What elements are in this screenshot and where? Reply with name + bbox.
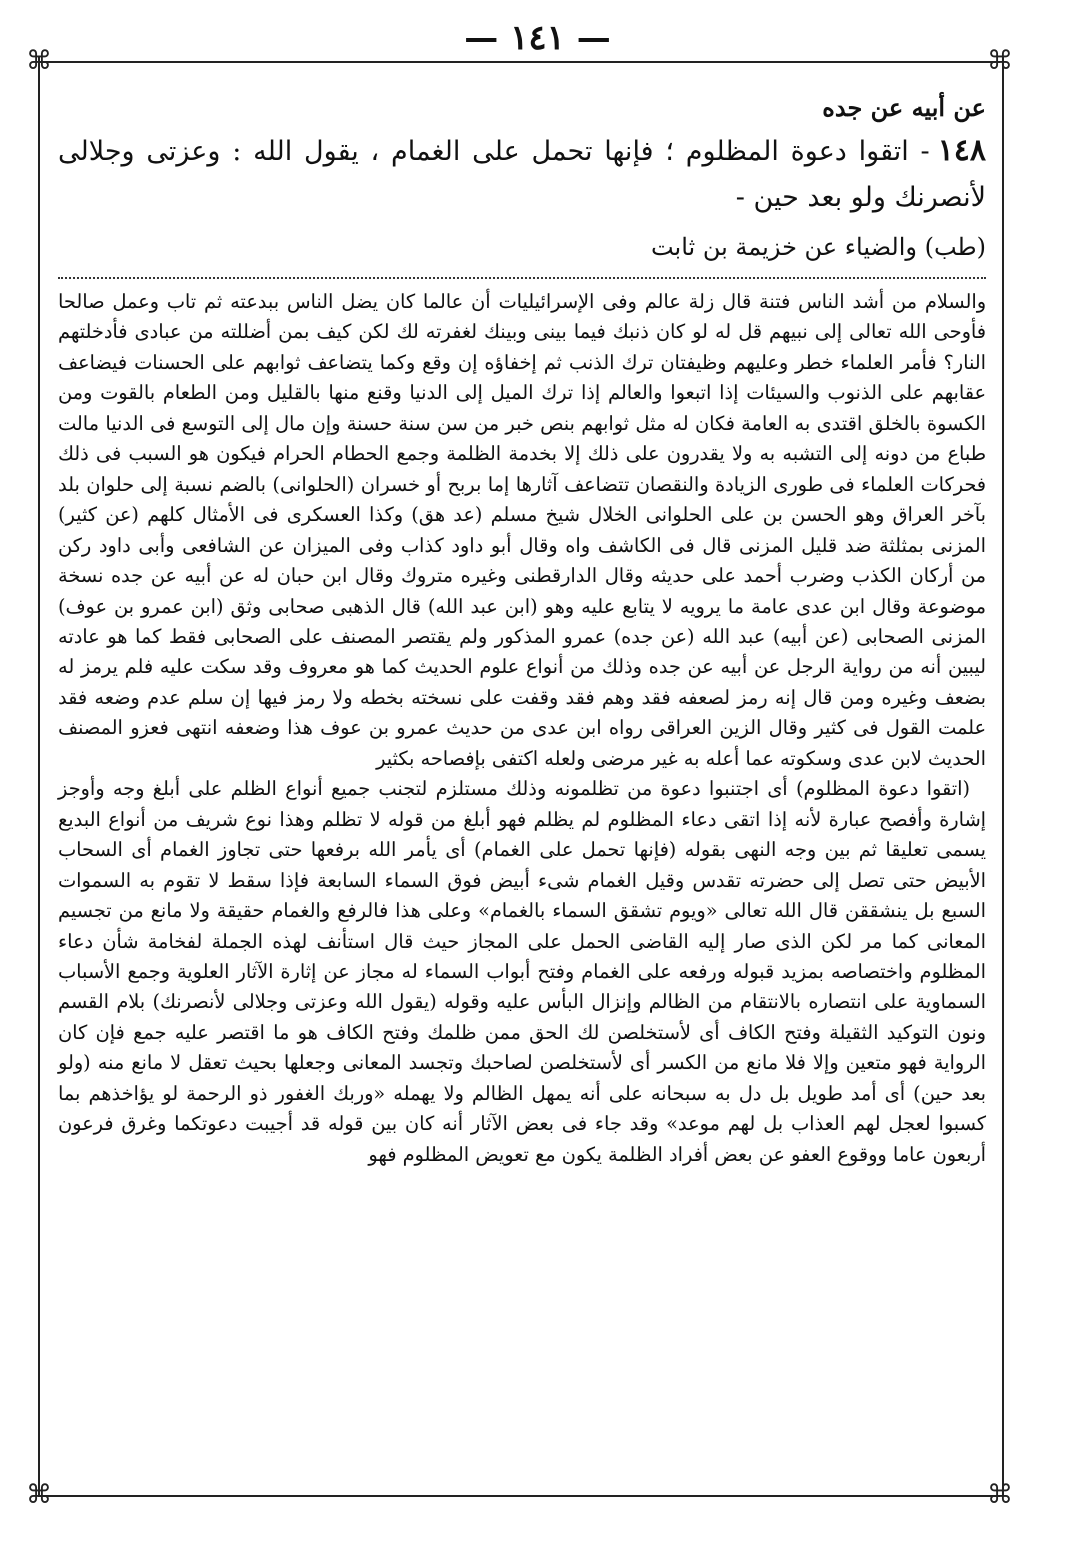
- hadith-number: ١٤٨: [937, 133, 986, 168]
- frame-bottom-rule: [40, 1495, 1000, 1497]
- corner-ornament-icon: ⌘: [987, 46, 1013, 76]
- corner-ornament-icon: ⌘: [987, 1480, 1013, 1510]
- corner-ornament-icon: ⌘: [26, 1480, 52, 1510]
- hadith-source: (طب) والضياء عن خزيمة بن ثابت: [650, 233, 986, 261]
- commentary-paragraph: والسلام من أشد الناس فتنة قال زلة عالم وفى الإسرائيليات أن عالما كان يضل الناس ببدعته ثم تاب وعمل صالحا فأوحى الله تعالى إلى نبيهم قل له لو كان ذنبك فيما بينى وبينك لغفرته لك لكن كيف بمن أضللته من عبادى فأدخلتهم النار؟ فأمر العلماء خطر وعليهم وظيفتان ترك الذنب ثم إخفاؤه إن وقع وكما يتضاعف ثوابهم على الحسنات فيضاعف عقابهم على الذنوب والسيئات إذا اتبعوا والعالم إذا ترك الميل إلى الدنيا وقنع منها بالقليل ومن الطعام بالقوت ومن الكسوة بالخلق اقتدى به العامة فكان له مثل ثوابهم بنص خبر من سن سنة حسنة وإن مال إلى التوسع فى الدنيا مالت طباع من دونه إلى التشبه به ولا يقدرون على ذلك إلا بخدمة الظلمة وجمع الحطام الحرام فيكون هو السبب فى ذلك فحركات العلماء فى طورى الزيادة والنقصان تتضاعف آثارها إما بربح أو خسران (الحلوانى) بالضم نسبة إلى حلوان بلد بآخر العراق وهو الحسن بن على الحلوانى الخلال شيخ مسلم (عد هق) وكذا العسكرى فى الأمثال كلهم (عن كثير) المزنى بمثلثة ضد قليل المزنى قال فى الكاشف واه وقال أبو داود كذاب وفى الميزان عن الشافعى وأبى داود ركن من أركان الكذب وضرب أحمد على حديثه وقال الدارقطنى وغيره متروك وقال ابن حبان له عن أبيه عن جده نسخة موضوعة وقال ابن عدى عامة ما يرويه لا يتابع عليه وهو (ابن عبد الله) قال الذهبى صحابى وثق (ابن عمرو بن عوف) المزنى الصحابى (عن أبيه) عبد الله (عن جده) عمرو المذكور ولم يقتصر المصنف على الصحابى فقط كما هو عادته ليبين أنه من رواية الرجل عن أبيه عن جده وذلك من أنواع علوم الحديث كما هو معروف وقد سكت عليه فلم يرمز له بضعف وغيره ومن قال إنه رمز لصعفه فقد وهم فقد وقفت على نسخته بخطه ولا رمز فيها إن سلم عدم وضعه فقد علمت القول فى كثير وقال الزين العراقى رواه ابن عدى من حديث عمرو بن عوف هذا وضعفه انتهى فعزو المصنف الحديث لابن عدى وسكوته عما أعله به غير مرضى ولعله اكتفى بإفصاحه بكثير: [58, 290, 986, 770]
- hadith-chain-tail: عن أبيه عن جده: [822, 93, 986, 122]
- corner-ornament-icon: ⌘: [26, 46, 52, 76]
- hadith-body: - اتقوا دعوة المظلوم ؛ فإنها تحمل على الغمام ، يقول الله : وعزتى وجلالى لأنصرنك ولو بعد حين -: [58, 136, 986, 213]
- dotted-separator: [58, 277, 986, 279]
- page-content: [58, 84, 986, 1170]
- hadith-text: [58, 128, 986, 221]
- commentary-paragraph: (اتقوا دعوة المظلوم) أى اجتنبوا دعوة من تظلمونه وذلك مستلزم لتجنب جميع أنواع الظلم على أبلغ وجه وأوجز إشارة وأفصح عبارة لأنه إذا اتقى دعاء المظلوم لم يظلم فهو أبلغ من قوله لا تظلم وهذا نوع شريف من أنواع البديع يسمى تعليقا ثم بين وجه النهى بقوله (فإنها تحمل على الغمام) أى يأمر الله برفعها حتى تجاوز الغمام أى السحاب الأبيض حتى تصل إلى حضرته تقدس وقيل الغمام شىء أبيض فوق السماء السابعة فإذا سقط لا تقوم به السموات السبع بل ينشققن قال الله تعالى «ويوم تشقق السماء بالغمام» وعلى هذا فالرفع والغمام حقيقة ولا مانع من تجسيم المعانى كما مر لكن الذى صار إليه القاضى الحمل على المجاز حيث قال استأنف لهذه الجملة لفخامة شأن دعاء المظلوم واختصاصه بمزيد قبوله ورفعه على الغمام وفتح أبواب السماء له مجاز عن إثارة الآثار العلوية وجمع الأسباب السماوية على انتصاره بالانتقام من الظالم وإنزال البأس عليه وقوله (يقول الله وعزتى وجلالى لأنصرنك) بلام القسم ونون التوكيد الثقيلة وفتح الكاف أى لأستخلصن لك الحق ممن ظلمك وفتح الكاف هو ما اقتصر عليه جمع فإن كان الرواية فهو متعين وإلا فلا مانع من الكسر أى لأستخلصن لصاحبك وتجسد المعانى وجعلها بحيث تعقل لا مانع منه (ولو بعد حين) أى أمد طويل بل دل به سبحانه على أنه يمهل الظالم ولا يهمله «وربك الغفور ذو الرحمة لو يؤاخذهم بما كسبوا لعجل لهم العذاب بل لهم موعد» وقد جاء فى بعض الآثار أنه كان بين قوله قد أجيبت دعوتكما وغرق فرعون أربعون عاما ووقوع العفو عن بعض أفراد الظلمة يكون مع تعويض المظلوم فهو: [58, 777, 986, 1166]
- page-number: — ١٤١ —: [464, 18, 611, 58]
- frame-top-rule: [40, 61, 1000, 63]
